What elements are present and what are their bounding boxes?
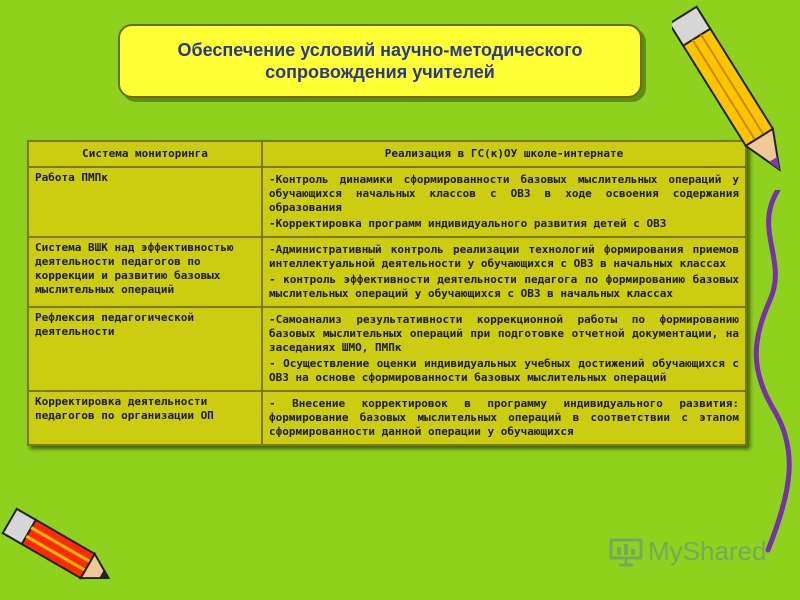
table-row <box>28 167 746 237</box>
squiggle-line-icon <box>748 190 800 560</box>
row-paragraph: - Внесение корректировок в программу индивидуального развития: формирование базовых мыслительных операций в соответствии с этапом сформированности данной операции у обучающихся <box>269 397 739 438</box>
row-content <box>262 307 746 391</box>
row-content <box>262 237 746 307</box>
table-row <box>28 391 746 445</box>
row-paragraph: -Корректировка программ индивидуального развития детей с ОВЗ <box>269 217 667 230</box>
row-label: Работа ПМПк <box>28 167 262 237</box>
pencil-top-icon <box>672 0 800 200</box>
title-box <box>118 24 642 98</box>
presentation-board-icon <box>608 537 644 567</box>
watermark <box>608 536 767 567</box>
row-content <box>262 391 746 445</box>
title-line-1: Обеспечение условий научно-методического <box>177 40 583 60</box>
row-label: Рефлексия педагогической деятельности <box>28 307 262 391</box>
row-label: Система ВШК над эффективностью деятельности педагогов по коррекции и развитию базовых мыслительных операций <box>28 237 262 307</box>
row-label: Корректировка деятельности педагогов по организации ОП <box>28 391 262 445</box>
header-implementation: Реализация в ГС(к)ОУ школе-интернате <box>262 141 746 167</box>
pencil-bottom-icon <box>0 500 120 600</box>
header-monitoring-system: Система мониторинга <box>28 141 262 167</box>
row-paragraph: - контроль эффективности деятельности педагога по формированию базовых мыслительных операций у обучающихся с ОВЗ в начальных классах <box>269 273 739 300</box>
watermark-text: MyShared <box>648 536 767 566</box>
table-row <box>28 237 746 307</box>
row-paragraph: - Осуществление оценки индивидуальных учебных достижений обучающихся с ОВЗ на основе сформированности базовых мыслительных операций <box>269 357 739 384</box>
row-paragraph: -Контроль динамики сформированности базовых мыслительных операций у обучающихся начальных классов с ОВЗ в ходе освоения содержания образования <box>269 173 739 214</box>
table-header-row <box>28 141 746 167</box>
monitoring-table <box>27 140 747 446</box>
row-paragraph: -Административный контроль реализации технологий формирования приемов интеллектуальной деятельности у обучающихся с ОВЗ в начальных классах <box>269 243 739 270</box>
row-paragraph: -Самоанализ результативности коррекционной работы по формированию базовых мыслительных операций при подготовке отчетной документации, на заседаниях ШМО, ПМПк <box>269 313 739 354</box>
title-line-2: сопровождения учителей <box>265 62 495 82</box>
table-row <box>28 307 746 391</box>
